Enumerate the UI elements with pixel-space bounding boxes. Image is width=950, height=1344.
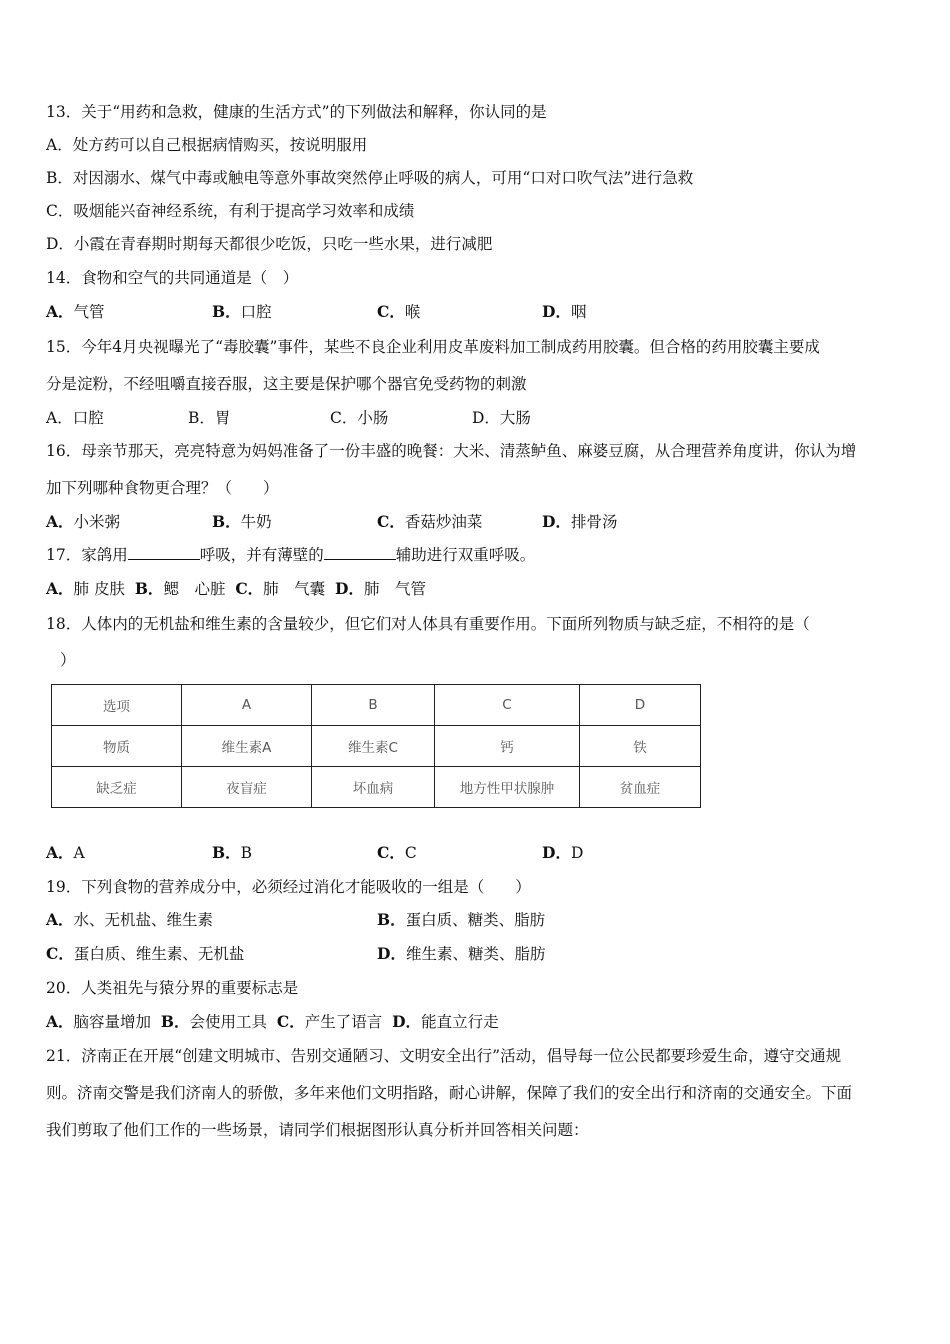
- table-cell: D: [580, 685, 701, 726]
- q19-option-d-letter: D．: [377, 944, 406, 963]
- q14-stem: 14．食物和空气的共同通道是（ ）: [46, 269, 299, 287]
- table-cell: A: [182, 685, 312, 726]
- table-cell: 铁: [580, 726, 701, 767]
- q18-option-a-letter: A．: [46, 843, 74, 862]
- q16-option-b-letter: B．: [212, 512, 241, 531]
- table-cell: 夜盲症: [182, 767, 312, 808]
- table-row: [52, 685, 701, 726]
- table-cell: 维生素A: [182, 726, 312, 767]
- q18-option-d-text: D: [570, 844, 584, 862]
- q19-option-c-letter: C．: [46, 944, 74, 963]
- q17-stem: [46, 545, 535, 565]
- q19-option-c-text: 蛋白质、维生素、无机盐: [73, 945, 245, 963]
- q16-option-c: [377, 512, 482, 532]
- q21-line2: 则。济南交警是我们济南人的骄傲，多年来他们文明指路，耐心讲解，保障了我们的安全出行和济南的交通安全。下面: [46, 1084, 853, 1102]
- q13-option-d: D．小霞在青春期时期每天都很少吃饭，只吃一些水果，进行减肥: [46, 235, 493, 253]
- q18-option-c-letter: C．: [377, 843, 405, 862]
- q18-option-a-text: A: [73, 844, 85, 862]
- q15-stem-line2: 分是淀粉，不经咀嚼直接吞服，这主要是保护哪个器官免受药物的刺激: [46, 375, 527, 393]
- q18-option-d-letter: D．: [542, 843, 571, 862]
- q19-option-b-letter: B．: [377, 910, 406, 929]
- q16-stem-line1: 16．母亲节那天，亮亮特意为妈妈准备了一份丰盛的晚餐：大米、清蒸鲈鱼、麻婆豆腐，从合理营养角度讲，你认为增: [46, 442, 857, 460]
- q15-option-c: C．小肠: [330, 409, 389, 427]
- q15-option-a: A．口腔: [46, 409, 104, 427]
- q17-option-b-letter: B．: [134, 579, 164, 598]
- table-cell: 物质: [52, 726, 182, 767]
- q16-option-a-letter: A．: [46, 512, 74, 531]
- q14-option-b-text: 口腔: [240, 303, 272, 321]
- q17-blank-1: [128, 545, 200, 560]
- q16-option-b: [212, 512, 272, 532]
- q13-option-a: A．处方药可以自己根据病情购买，按说明服用: [46, 136, 368, 154]
- q14-option-b-letter: B．: [212, 302, 241, 321]
- q14-option-d: [542, 302, 586, 322]
- q17-option-b-text: 鳃 心脏: [163, 580, 226, 598]
- q21-line3: 我们剪取了他们工作的一些场景，请同学们根据图形认真分析并回答相关问题：: [46, 1121, 589, 1139]
- q15-stem-line1: 15．今年4月央视曝光了“毒胶囊”事件，某些不良企业利用皮革废料加工制成药用胶囊。但合格的药用胶囊主要成: [46, 338, 820, 356]
- q16-option-c-text: 香菇炒油菜: [404, 513, 483, 531]
- table-cell: 维生素C: [312, 726, 435, 767]
- q19-option-b: [377, 910, 545, 930]
- table-cell: 选项: [52, 685, 182, 726]
- q16-option-d: [542, 512, 617, 532]
- q20-option-a-text: 脑容量增加: [73, 1013, 152, 1031]
- q20-option-d-text: 能直立行走: [421, 1013, 499, 1031]
- q15-option-d: D．大肠: [472, 409, 531, 427]
- q14-option-c-text: 喉: [404, 303, 421, 321]
- q17-option-a-text: 肺 皮肤: [73, 580, 125, 598]
- q17-option-d-letter: D．: [335, 579, 364, 598]
- q20-options: [46, 1012, 499, 1032]
- q14-option-a-letter: A．: [46, 302, 74, 321]
- q13-stem: 13．关于“用药和急救，健康的生活方式”的下列做法和解释，你认同的是: [46, 103, 547, 121]
- table-cell: 缺乏症: [52, 767, 182, 808]
- q16-option-c-letter: C．: [377, 512, 405, 531]
- table-cell: 贫血症: [580, 767, 701, 808]
- q19-option-d-text: 维生素、糖类、脂肪: [405, 945, 546, 963]
- q19-option-a: [46, 910, 213, 930]
- q16-option-b-text: 牛奶: [240, 513, 272, 531]
- q20-stem: 20．人类祖先与猿分界的重要标志是: [46, 979, 299, 997]
- q19-option-b-text: 蛋白质、糖类、脂肪: [405, 911, 546, 929]
- q17-stem-part2: 呼吸，并有薄壁的: [199, 546, 324, 564]
- q18-option-b-text: B: [240, 844, 252, 862]
- q17-stem-part1: 17．家鸽用: [46, 546, 128, 564]
- table-row: [52, 726, 701, 767]
- q20-option-a-letter: A．: [46, 1012, 74, 1031]
- q17-options: [46, 579, 426, 599]
- q16-option-a-text: 小米粥: [73, 513, 121, 531]
- q18-option-a: [46, 843, 85, 863]
- q14-option-a: [46, 302, 105, 322]
- q18-stem-line1: 18．人体内的无机盐和维生素的含量较少，但它们对人体具有重要作用。下面所列物质与缺乏症，不相符的是（: [46, 615, 810, 633]
- q19-stem: 19．下列食物的营养成分中，必须经过消化才能吸收的一组是（ ）: [46, 878, 531, 896]
- q18-table: [51, 684, 701, 808]
- table-row: [52, 767, 701, 808]
- table-cell: 坏血病: [312, 767, 435, 808]
- q19-option-c: [46, 944, 244, 964]
- q18-option-b: [212, 843, 252, 863]
- q16-option-a: [46, 512, 120, 532]
- q20-option-b-text: 会使用工具: [189, 1013, 268, 1031]
- q18-option-d: [542, 843, 583, 863]
- q17-option-c-text: 肺 气囊: [263, 580, 326, 598]
- q19-option-a-text: 水、无机盐、维生素: [73, 911, 214, 929]
- q15-option-b: B．胃: [188, 409, 231, 427]
- q19-option-a-letter: A．: [46, 910, 74, 929]
- q17-option-a-letter: A．: [46, 579, 74, 598]
- table-cell: B: [312, 685, 435, 726]
- q14-option-d-letter: D．: [542, 302, 571, 321]
- q20-option-c-text: 产生了语言: [304, 1013, 383, 1031]
- q14-option-b: [212, 302, 272, 322]
- q18-option-b-letter: B．: [212, 843, 241, 862]
- q18-option-c-text: C: [404, 844, 417, 862]
- q17-blank-2: [324, 545, 396, 560]
- q14-option-c: [377, 302, 420, 322]
- q16-option-d-letter: D．: [542, 512, 571, 531]
- q13-option-c: C．吸烟能兴奋神经系统，有利于提高学习效率和成绩: [46, 202, 415, 220]
- table-cell: 地方性甲状腺肿: [435, 767, 580, 808]
- q17-stem-part3: 辅助进行双重呼吸。: [395, 546, 536, 564]
- table-cell: 钙: [435, 726, 580, 767]
- q14-option-a-text: 气管: [73, 303, 105, 321]
- q16-option-d-text: 排骨汤: [570, 513, 618, 531]
- q20-option-b-letter: B．: [160, 1012, 190, 1031]
- q14-option-d-text: 咽: [570, 303, 587, 321]
- q17-option-d-text: 肺 气管: [363, 580, 426, 598]
- q18-option-c: [377, 843, 417, 863]
- q20-option-c-letter: C．: [276, 1012, 305, 1031]
- q18-stem-line2: ）: [60, 651, 76, 669]
- q16-stem-line2: 加下列哪种食物更合理？（ ）: [46, 479, 279, 497]
- q13-option-b: B．对因溺水、煤气中毒或触电等意外事故突然停止呼吸的病人，可用“口对口吹气法”进行急救: [46, 169, 694, 187]
- q19-option-d: [377, 944, 545, 964]
- q21-line1: 21．济南正在开展“创建文明城市、告别交通陋习、文明安全出行”活动，倡导每一位公民都要珍爱生命，遵守交通规: [46, 1047, 842, 1065]
- q20-option-d-letter: D．: [392, 1012, 422, 1031]
- q14-option-c-letter: C．: [377, 302, 405, 321]
- table-cell: C: [435, 685, 580, 726]
- q17-option-c-letter: C．: [235, 579, 264, 598]
